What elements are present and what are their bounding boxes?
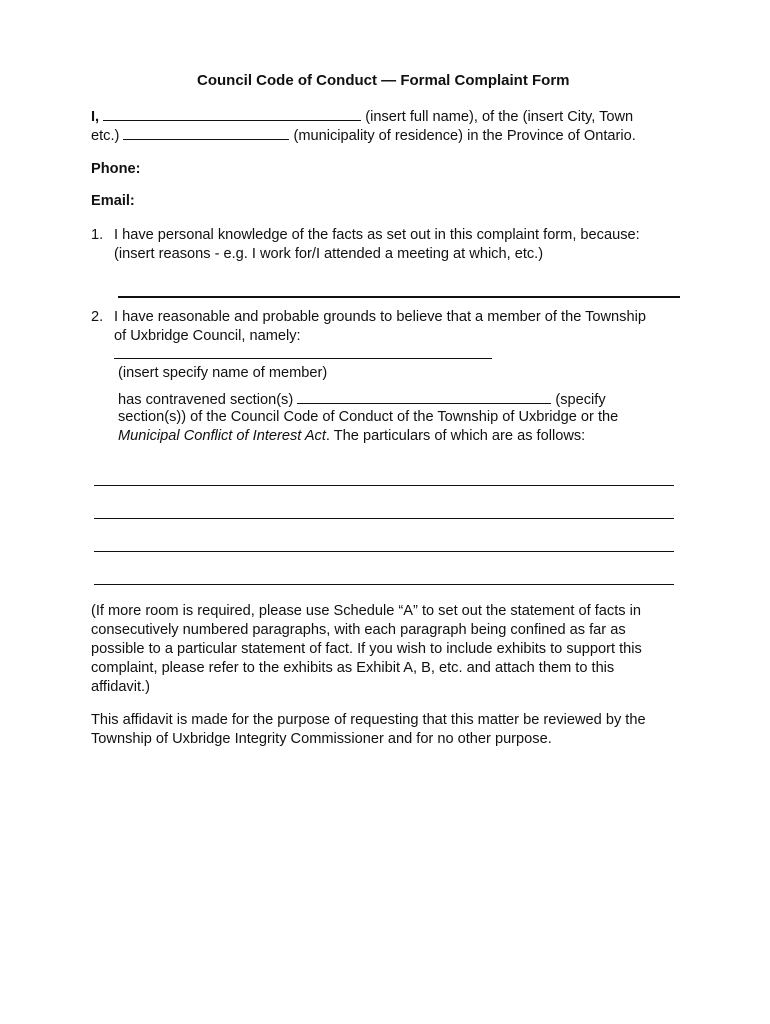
schedule-note-line-5: affidavit.): [91, 679, 150, 695]
full-name-blank[interactable]: [103, 106, 361, 121]
intro-line-2: [91, 125, 636, 146]
section-prefix: has contravened section(s): [118, 392, 294, 408]
section-line: [118, 389, 606, 410]
municipality-blank[interactable]: [123, 125, 289, 140]
particulars-line-1[interactable]: [94, 485, 674, 486]
item-2-line-2: of Uxbridge Council, namely:: [114, 328, 301, 344]
act-after: . The particulars of which are as follows:: [325, 428, 586, 444]
phone-label: Phone:: [91, 161, 141, 177]
section-suffix: (specify: [555, 392, 606, 408]
act-name: Municipal Conflict of Interest Act: [118, 428, 326, 444]
item-1-line-2: (insert reasons - e.g. I work for/I attended a meeting at which, etc.): [114, 246, 544, 262]
schedule-note-line-1: (If more room is required, please use Schedule “A” to set out the statement of facts in: [91, 603, 641, 619]
item-2-line-1: I have reasonable and probable grounds to believe that a member of the Township: [114, 309, 646, 325]
email-label: Email:: [91, 193, 135, 209]
particulars-line-2[interactable]: [94, 518, 674, 519]
particulars-line-3[interactable]: [94, 551, 674, 552]
item-2-number: 2.: [91, 309, 104, 325]
purpose-line-1: This affidavit is made for the purpose of requesting that this matter be reviewed by the: [91, 712, 646, 728]
intro-prefix: I,: [91, 109, 100, 125]
purpose-line-2: Township of Uxbridge Integrity Commissioner and for no other purpose.: [91, 731, 552, 747]
item-1-line-1: I have personal knowledge of the facts as set out in this complaint form, because:: [114, 227, 640, 243]
intro-line-2-text: (municipality of residence) in the Province of Ontario.: [293, 128, 636, 144]
intro-line-1: [91, 106, 633, 127]
section-blank[interactable]: [297, 389, 551, 404]
schedule-note-line-4: complaint, please refer to the exhibits as Exhibit A, B, etc. and attach them to this: [91, 660, 615, 676]
item-1-number: 1.: [91, 227, 104, 243]
particulars-line-4[interactable]: [94, 584, 674, 585]
form-title: Council Code of Conduct — Formal Complaint Form: [197, 72, 570, 89]
act-line: [118, 427, 585, 446]
section-line-2: section(s)) of the Council Code of Conduct of the Township of Uxbridge or the: [118, 409, 619, 425]
intro-line-2-prefix: etc.): [91, 128, 120, 144]
member-name-line[interactable]: [114, 358, 492, 359]
intro-line-1-text: (insert full name), of the (insert City, Town: [365, 109, 634, 125]
item-1-answer-line[interactable]: [118, 296, 680, 298]
schedule-note-line-2: consecutively numbered paragraphs, with each paragraph being confined as far as: [91, 622, 626, 638]
schedule-note-line-3: possible to a particular statement of fact. If you wish to include exhibits to support this: [91, 641, 642, 657]
member-name-hint: (insert specify name of member): [118, 365, 328, 381]
